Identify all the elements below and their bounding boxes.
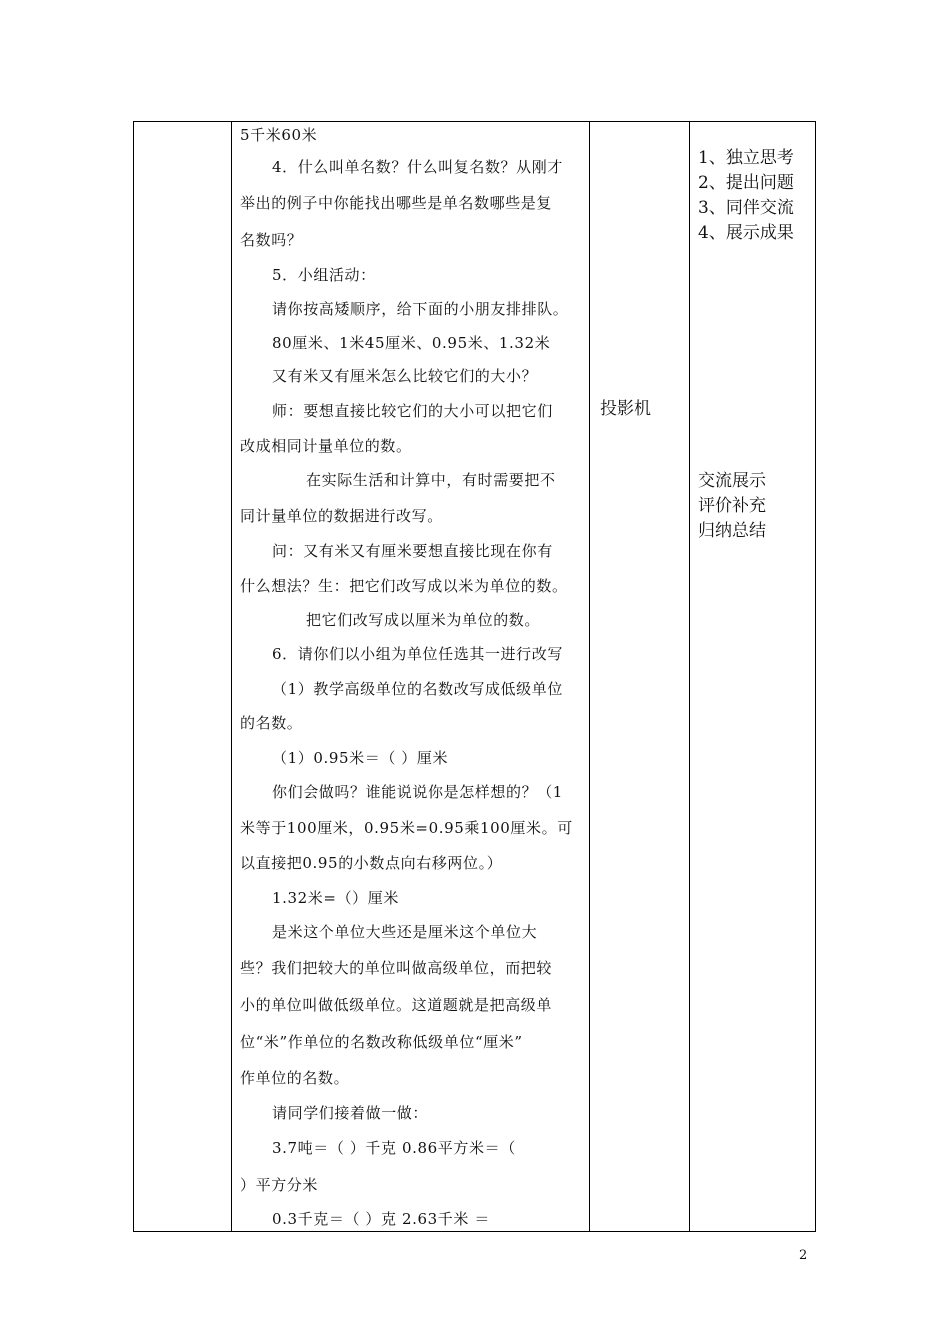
lesson-line: 80厘米、1米45厘米、0.95米、1.32米	[272, 334, 551, 352]
lesson-line: 5．小组活动：	[272, 266, 376, 284]
lesson-line: 5千米60米	[240, 126, 318, 144]
lesson-line: （1）0.95米＝（ ）厘米	[272, 749, 449, 767]
table-bottom-border	[133, 1231, 816, 1232]
lesson-line: 以直接把0.95的小数点向右移两位。）	[240, 854, 503, 872]
lesson-line: 什么想法？生：把它们改写成以米为单位的数。	[240, 577, 568, 595]
lesson-line: 你们会做吗？谁能说说你是怎样想的？（1	[272, 783, 563, 801]
lesson-line: 小的单位叫做低级单位。这道题就是把高级单	[240, 996, 553, 1014]
student-step: 3、同伴交流	[698, 198, 794, 218]
lesson-line: （1）教学高级单位的名数改写成低级单位	[272, 680, 563, 698]
lesson-line: 改成相同计量单位的数。	[240, 437, 412, 455]
summary-step: 交流展示	[698, 471, 766, 491]
lesson-line: 0.3千克＝（ ）克 2.63千米 ＝	[272, 1210, 490, 1228]
lesson-line: 师：要想直接比较它们的大小可以把它们	[272, 402, 553, 420]
page-number: 2	[799, 1248, 808, 1263]
student-step: 2、提出问题	[698, 173, 794, 193]
lesson-line: 请你按高矮顺序，给下面的小朋友排排队。	[272, 300, 569, 318]
lesson-line: 3.7吨＝（ ）千克 0.86平方米＝（	[272, 1139, 516, 1157]
lesson-line: 是米这个单位大些还是厘米这个单位大	[272, 923, 538, 941]
table-col-border-5	[815, 121, 816, 1232]
lesson-line: 些？我们把较大的单位叫做高级单位，而把较	[240, 959, 553, 977]
lesson-line: 作单位的名数。	[240, 1069, 350, 1087]
summary-step: 归纳总结	[698, 521, 766, 541]
lesson-line: 位“米”作单位的名数改称低级单位“厘米”	[240, 1033, 523, 1051]
lesson-line: 4．什么叫单名数？什么叫复名数？从刚才	[272, 158, 563, 176]
table-col-border-2	[231, 121, 232, 1232]
lesson-line: 举出的例子中你能找出哪些是单名数哪些是复	[240, 194, 553, 212]
lesson-line: 请同学们接着做一做：	[272, 1104, 429, 1122]
lesson-line: 米等于100厘米，0.95米=0.95乘100厘米。可	[240, 819, 573, 837]
table-col-border-3	[589, 121, 590, 1232]
lesson-line: 问：又有米又有厘米要想直接比现在你有	[272, 542, 553, 560]
student-step: 1、独立思考	[698, 148, 794, 168]
lesson-line: 在实际生活和计算中，有时需要把不	[306, 471, 556, 489]
lesson-line: 同计量单位的数据进行改写。	[240, 507, 443, 525]
table-col-border-4	[689, 121, 690, 1232]
lesson-line: 又有米又有厘米怎么比较它们的大小？	[272, 367, 538, 385]
lesson-line: 1.32米=（）厘米	[272, 889, 399, 907]
student-step: 4、展示成果	[698, 223, 794, 243]
lesson-line: 名数吗？	[240, 231, 303, 249]
teaching-media: 投影机	[600, 399, 651, 419]
table-top-border	[133, 121, 816, 122]
lesson-line: 6．请你们以小组为单位任选其一进行改写	[272, 645, 563, 663]
lesson-line: 的名数。	[240, 714, 303, 732]
lesson-line: 把它们改写成以厘米为单位的数。	[306, 611, 541, 629]
table-col-border-1	[133, 121, 134, 1232]
lesson-line: ）平方分米	[240, 1176, 319, 1194]
summary-step: 评价补充	[698, 496, 766, 516]
